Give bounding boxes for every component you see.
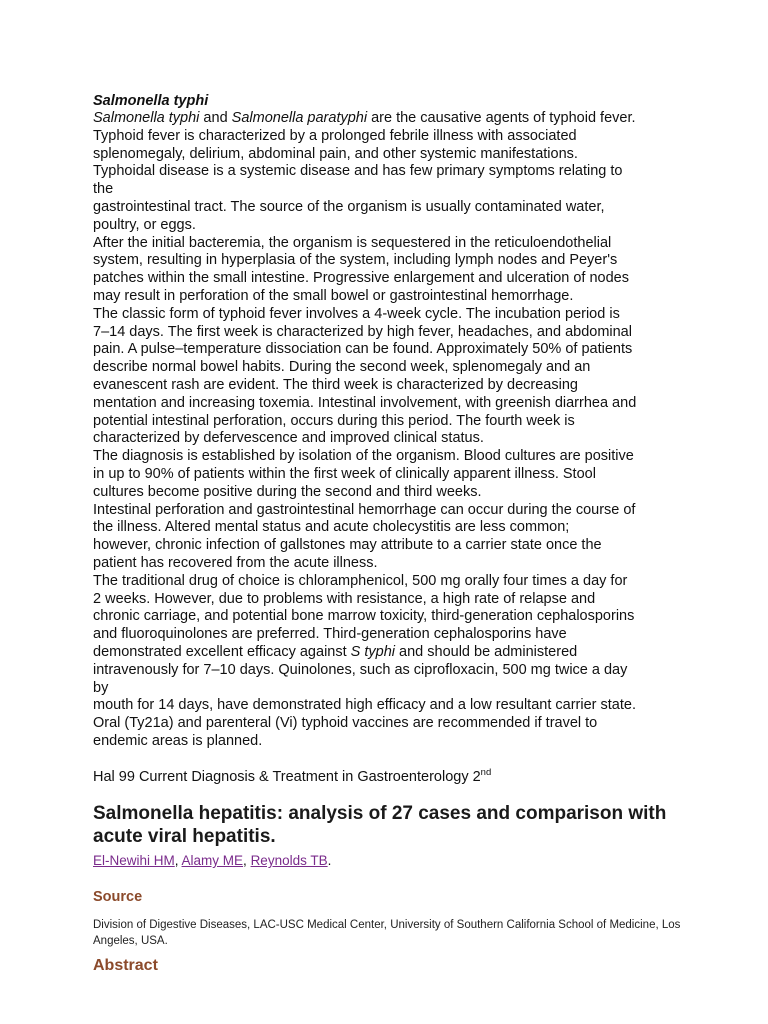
body-line bbox=[93, 733, 636, 754]
line-text: Intestinal perforation and gastrointestinal hemorrhage can occur during the course of bbox=[93, 501, 636, 518]
line-text: The classic form of typhoid fever involves a 4-week cycle. The incubation period is bbox=[93, 305, 620, 322]
line-text: are the causative agents of typhoid fever. bbox=[367, 110, 636, 126]
affiliation-text: Division of Digestive Diseases, LAC-USC Medical Center, University of Southern California School of Medicine, Los Angeles, USA. bbox=[93, 919, 681, 947]
body-line bbox=[93, 626, 636, 644]
line-text: After the initial bacteremia, the organism is sequestered in the reticuloendothelial bbox=[93, 234, 612, 251]
line-text: Oral (Ty21a) and parenteral (Vi) typhoid vaccines are recommended if travel to bbox=[93, 715, 598, 732]
line-text: the illness. Altered mental status and acute cholecystitis are less common; bbox=[93, 519, 570, 536]
line-text: the bbox=[93, 181, 114, 198]
body-line bbox=[93, 288, 636, 306]
body-line bbox=[93, 128, 636, 146]
author-list bbox=[93, 852, 331, 870]
body-line bbox=[93, 430, 636, 448]
body-text bbox=[93, 110, 636, 753]
body-line bbox=[93, 181, 636, 199]
body-line bbox=[93, 555, 636, 573]
line-text: pain. A pulse–temperature dissociation can be found. Approximately 50% of patients bbox=[93, 341, 633, 358]
author-terminator: . bbox=[327, 853, 332, 868]
body-line bbox=[93, 324, 636, 342]
citation-text: Hal 99 Current Diagnosis & Treatment in Gastroenterology 2 bbox=[93, 769, 481, 785]
body-line bbox=[93, 466, 636, 484]
body-line bbox=[93, 484, 636, 502]
line-text: system, resulting in hyperplasia of the system, including lymph nodes and Peyer's bbox=[93, 252, 618, 269]
line-text: may result in perforation of the small bowel or gastrointestinal hemorrhage. bbox=[93, 287, 574, 304]
body-line bbox=[93, 235, 636, 253]
line-text: in up to 90% of patients within the first week of clinically apparent illness. Stool bbox=[93, 465, 596, 482]
book-citation bbox=[93, 768, 491, 786]
body-line bbox=[93, 591, 636, 609]
body-line bbox=[93, 146, 636, 164]
body-line bbox=[93, 217, 636, 235]
line-text: patient has recovered from the acute illness. bbox=[93, 554, 378, 571]
citation-superscript: nd bbox=[480, 767, 492, 778]
line-text: patches within the small intestine. Progressive enlargement and ulceration of nodes bbox=[93, 270, 629, 287]
italic-term: Salmonella typhi bbox=[93, 110, 200, 126]
body-line bbox=[93, 502, 636, 520]
body-line bbox=[93, 395, 636, 413]
line-text: splenomegaly, delirium, abdominal pain, and other systemic manifestations. bbox=[93, 145, 578, 162]
line-text: gastrointestinal tract. The source of the organism is usually contaminated water, bbox=[93, 198, 605, 215]
italic-term: Salmonella paratyphi bbox=[231, 110, 368, 126]
body-line bbox=[93, 306, 636, 324]
line-text: and bbox=[199, 110, 232, 126]
line-text: The traditional drug of choice is chloramphenicol, 500 mg orally four times a day for bbox=[93, 572, 628, 589]
italic-term: S typhi bbox=[350, 643, 396, 660]
body-line bbox=[93, 644, 636, 662]
line-text: describe normal bowel habits. During the second week, splenomegaly and an bbox=[93, 359, 591, 376]
article-title: Salmonella hepatitis: analysis of 27 cases and comparison with acute viral hepatitis. bbox=[93, 803, 667, 847]
line-text: endemic areas is planned. bbox=[93, 732, 263, 749]
line-text: intravenously for 7–10 days. Quinolones, such as ciprofloxacin, 500 mg twice a day bbox=[93, 661, 628, 678]
line-text: mentation and increasing toxemia. Intestinal involvement, with greenish diarrhea and bbox=[93, 394, 637, 411]
body-line bbox=[93, 608, 636, 626]
body-line bbox=[93, 377, 636, 395]
author-link-2[interactable]: Alamy ME bbox=[181, 853, 244, 868]
line-text: cultures become positive during the second and third weeks. bbox=[93, 483, 482, 500]
body-line bbox=[93, 662, 636, 680]
author-separator: , bbox=[243, 853, 251, 868]
section-heading: Salmonella typhi bbox=[93, 93, 209, 109]
abstract-heading: Abstract bbox=[93, 957, 158, 974]
line-text: The diagnosis is established by isolation of the organism. Blood cultures are positive bbox=[93, 448, 634, 465]
body-line bbox=[93, 359, 636, 377]
body-line bbox=[93, 110, 636, 128]
line-text: Typhoidal disease is a systemic disease and has few primary symptoms relating to bbox=[93, 163, 623, 180]
body-line bbox=[93, 163, 636, 181]
source-heading: Source bbox=[93, 889, 143, 905]
line-text: however, chronic infection of gallstones may attribute to a carrier state once the bbox=[93, 537, 602, 554]
line-text: poultry, or eggs. bbox=[93, 216, 196, 233]
body-line bbox=[93, 270, 636, 288]
line-text: chronic carriage, and potential bone marrow toxicity, third-generation cephalosporins bbox=[93, 608, 635, 625]
body-line bbox=[93, 697, 636, 715]
body-line bbox=[93, 341, 636, 359]
line-text: and fluoroquinolones are preferred. Third-generation cephalosporins have bbox=[93, 626, 567, 643]
body-line bbox=[93, 519, 636, 537]
author-link-3[interactable]: Reynolds TB bbox=[250, 853, 328, 868]
line-text: and should be administered bbox=[395, 643, 578, 660]
line-text: characterized by defervescence and improved clinical status. bbox=[93, 430, 484, 447]
line-text: 7–14 days. The first week is characterized by high fever, headaches, and abdominal bbox=[93, 323, 632, 340]
line-text: evanescent rash are evident. The third week is characterized by decreasing bbox=[93, 376, 578, 393]
body-line bbox=[93, 573, 636, 591]
line-text: Typhoid fever is characterized by a prolonged febrile illness with associated bbox=[93, 127, 577, 144]
body-line bbox=[93, 537, 636, 555]
author-separator: , bbox=[174, 853, 182, 868]
line-text: 2 weeks. However, due to problems with resistance, a high rate of relapse and bbox=[93, 590, 596, 607]
body-line bbox=[93, 680, 636, 698]
author-link-1[interactable]: El-Newihi HM bbox=[93, 853, 175, 868]
line-text: mouth for 14 days, have demonstrated high efficacy and a low resultant carrier state. bbox=[93, 697, 636, 714]
body-line bbox=[93, 715, 636, 733]
line-text: potential intestinal perforation, occurs during this period. The fourth week is bbox=[93, 412, 575, 429]
line-text: by bbox=[93, 679, 109, 696]
line-text: demonstrated excellent efficacy against bbox=[93, 643, 351, 660]
body-line bbox=[93, 413, 636, 431]
body-line bbox=[93, 252, 636, 270]
body-line bbox=[93, 199, 636, 217]
body-line bbox=[93, 448, 636, 466]
